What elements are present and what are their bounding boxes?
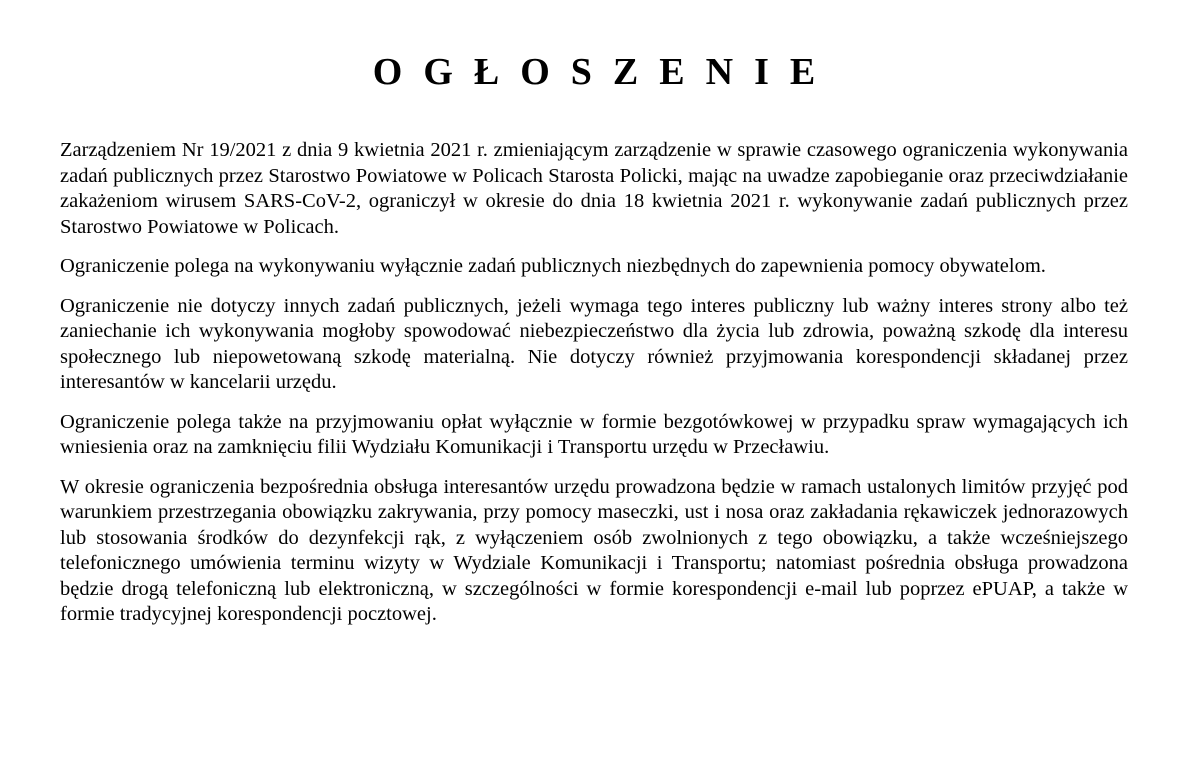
page-title: OGŁOSZENIE xyxy=(372,51,837,93)
paragraph-regulation: Zarządzeniem Nr 19/2021 z dnia 9 kwietnia 2021 r. zmieniającym zarządzenie w sprawie czasowego ograniczenia wykonywania zadań publicznych przez Starostwo Powiatowe w Policach Starosta Policki, mając na uwadze zapobieganie oraz przeciwdziałanie zakażeniom wirusem SARS-CoV-2, ograniczył w okresie do dnia 18 kwietnia 2021 r. wykonywanie zadań publicznych przez Starostwo Powiatowe w Policach. xyxy=(60,139,1128,238)
paragraph-exceptions: Ograniczenie nie dotyczy innych zadań publicznych, jeżeli wymaga tego interes publiczny lub ważny interes strony albo też zaniechanie ich wykonywania mogłoby spowodować niebezpieczeństwo dla życia lub zdrowia, poważną szkodę dla interesu społecznego lub niepowetowaną szkodę materialną. Nie dotyczy również przyjmowania korespondencji składanej przez interesantów w kancelarii urzędu. xyxy=(60,294,1128,393)
announcement-page xyxy=(60,48,1128,642)
paragraph-customer-service: W okresie ograniczenia bezpośrednia obsługa interesantów urzędu prowadzona będzie w ramach ustalonych limitów przyjęć pod warunkiem przestrzegania obowiązku zakrywania, przy pomocy maseczki, ust i nosa oraz zakładania rękawiczek jednorazowych lub stosowania środków do dezynfekcji rąk, z wyłączeniem osób zwolnionych z tego obowiązku, a także wcześniejszego telefonicznego umówienia terminu wizyty w Wydziale Komunikacji i Transportu; natomiast pośrednia obsługa prowadzona będzie drogą telefoniczną lub elektroniczną, w szczególności w formie korespondencji e-mail lub poprzez ePUAP, a także w formie tradycyjnej korespondencji pocztowej. xyxy=(60,475,1128,625)
paragraph-payments: Ograniczenie polega także na przyjmowaniu opłat wyłącznie w formie bezgotówkowej w przypadku spraw wymagających ich wniesienia oraz na zamknięciu filii Wydziału Komunikacji i Transportu urzędu w Przecławiu. xyxy=(60,410,1128,458)
paragraph-scope: Ograniczenie polega na wykonywaniu wyłącznie zadań publicznych niezbędnych do zapewnienia pomocy obywatelom. xyxy=(60,255,1046,277)
